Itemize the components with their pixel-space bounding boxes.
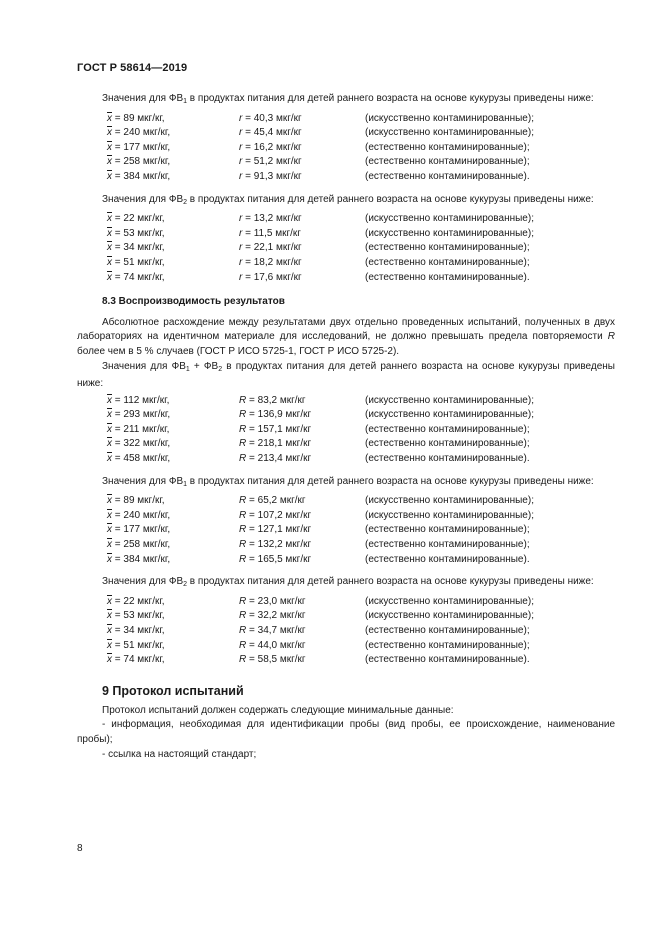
values-list bbox=[107, 595, 615, 668]
contamination-note: (искусственно контаминированные); bbox=[365, 213, 534, 225]
contamination-note: (искусственно контаминированные); bbox=[365, 409, 534, 421]
mean-value: $\overline{x} = 211$ мкг/кг, bbox=[107, 423, 170, 435]
contamination-note: (естественно контаминированные); bbox=[365, 242, 530, 254]
mean-value: $\overline{x} = 74$ мкг/кг, bbox=[107, 654, 165, 666]
mean-symbol: $\overline{x}$ bbox=[107, 625, 112, 636]
contamination-note: (естественно контаминированные); bbox=[365, 539, 530, 551]
mean-value: $\overline{x} = 53$ мкг/кг, bbox=[107, 610, 165, 622]
limit-value: r = 11,5 мкг/кг bbox=[239, 227, 301, 239]
value-row bbox=[107, 452, 615, 467]
contamination-note: (естественно контаминированные); bbox=[365, 156, 530, 168]
mean-value: $\overline{x} = 384$ мкг/кг, bbox=[107, 553, 171, 565]
repeatability-block-fb1 bbox=[77, 92, 615, 185]
mean-symbol: $\overline{x}$ bbox=[107, 423, 112, 435]
repeatability-block-fb2 bbox=[77, 193, 615, 286]
page-number: 8 bbox=[77, 843, 83, 854]
value-row bbox=[107, 538, 615, 553]
limit-value: r = 17,6 мкг/кг bbox=[239, 271, 302, 283]
mean-symbol: $\overline{x}$ bbox=[107, 639, 112, 651]
block-intro: Значения для $ФВ_2$ в продуктах питания для детей раннего возраста на основе кукурузы приведены ниже: bbox=[102, 193, 594, 206]
limit-value: r = 22,1 мкг/кг bbox=[239, 242, 302, 254]
values-list bbox=[107, 494, 615, 567]
limit-value: R = 65,2 мкг/кг bbox=[239, 495, 306, 507]
mean-value: $\overline{x} = 240$ мкг/кг, bbox=[107, 127, 171, 139]
limit-value: r = 16,2 мкг/кг bbox=[239, 141, 302, 153]
mean-value: $\overline{x} = 258$ мкг/кг, bbox=[107, 539, 171, 551]
mean-value: $\overline{x} = 112$ мкг/кг, bbox=[107, 394, 170, 406]
section-9-item: - информация, необходимая для идентификации пробы (вид пробы, ее происхождение, наименование пробы); bbox=[77, 719, 615, 745]
contamination-note: (естественно контаминированные); bbox=[365, 438, 530, 450]
value-row bbox=[107, 639, 615, 654]
value-row bbox=[107, 624, 615, 639]
contamination-note: (естественно контаминированные); bbox=[365, 423, 530, 435]
mean-symbol: $\overline{x}$ bbox=[107, 524, 112, 536]
value-row bbox=[107, 126, 615, 141]
reproducibility-block-fb1 bbox=[77, 475, 615, 568]
value-row bbox=[107, 141, 615, 156]
contamination-note: (естественно контаминированные). bbox=[365, 553, 530, 565]
mean-symbol: $\overline{x}$ bbox=[107, 271, 112, 283]
mean-symbol: $\overline{x}$ bbox=[107, 127, 112, 139]
contamination-note: (искусственно контаминированные); bbox=[365, 227, 534, 239]
mean-value: $\overline{x} = 22$ мкг/кг, bbox=[107, 595, 165, 607]
contamination-note: (искусственно контаминированные); bbox=[365, 509, 534, 521]
value-row bbox=[107, 112, 615, 127]
value-row bbox=[107, 609, 615, 624]
contamination-note: (искусственно контаминированные); bbox=[365, 495, 534, 507]
mean-symbol: $\overline{x}$ bbox=[107, 256, 112, 268]
limit-value: R = 34,7 мкг/кг bbox=[239, 625, 306, 636]
limit-value: R = 165,5 мкг/кг bbox=[239, 553, 312, 565]
mean-symbol: $\overline{x}$ bbox=[107, 141, 112, 153]
mean-symbol: $\overline{x}$ bbox=[107, 495, 112, 507]
contamination-note: (естественно контаминированные). bbox=[365, 654, 530, 666]
mean-value: $\overline{x} = 258$ мкг/кг, bbox=[107, 156, 171, 168]
contamination-note: (естественно контаминированные); bbox=[365, 256, 530, 268]
value-row bbox=[107, 423, 615, 438]
block-intro: Значения для $ФВ_2$ в продуктах питания для детей раннего возраста на основе кукурузы приведены ниже: bbox=[102, 576, 594, 589]
limit-value: R = 218,1 мкг/кг bbox=[239, 438, 312, 450]
mean-value: $\overline{x} = 34$ мкг/кг, bbox=[107, 242, 165, 254]
limit-value: r = 18,2 мкг/кг bbox=[239, 256, 302, 268]
mean-value: $\overline{x} = 51$ мкг/кг, bbox=[107, 639, 165, 651]
limit-value: R = 58,5 мкг/кг bbox=[239, 654, 306, 666]
mean-symbol: $\overline{x}$ bbox=[107, 394, 112, 406]
contamination-note: (искусственно контаминированные); bbox=[365, 610, 534, 622]
limit-value: R = 23,0 мкг/кг bbox=[239, 595, 306, 607]
block-intro: Значения для $ФВ_1 + ФВ_2$ в продуктах питания для детей раннего возраста на основе кукурузы приведены ниже: bbox=[77, 360, 615, 390]
section-9-title: 9 Протокол испытаний bbox=[102, 683, 244, 698]
value-row bbox=[107, 494, 615, 509]
section-9-intro: Протокол испытаний должен содержать следующие минимальные данные: bbox=[102, 704, 454, 716]
contamination-note: (естественно контаминированные). bbox=[365, 453, 530, 465]
value-row bbox=[107, 227, 615, 242]
mean-symbol: $\overline{x}$ bbox=[107, 409, 112, 421]
mean-value: $\overline{x} = 53$ мкг/кг, bbox=[107, 227, 165, 239]
limit-value: r = 51,2 мкг/кг bbox=[239, 156, 302, 168]
mean-value: $\overline{x} = 322$ мкг/кг, bbox=[107, 438, 171, 450]
mean-symbol: $\overline{x}$ bbox=[107, 227, 112, 239]
limit-value: R = 83,2 мкг/кг bbox=[239, 394, 306, 406]
value-row bbox=[107, 271, 615, 286]
mean-symbol: $\overline{x}$ bbox=[107, 509, 112, 521]
mean-symbol: $\overline{x}$ bbox=[107, 112, 112, 124]
limit-value: R = 136,9 мкг/кг bbox=[239, 409, 312, 421]
mean-symbol: $\overline{x}$ bbox=[107, 539, 112, 551]
value-row bbox=[107, 256, 615, 271]
value-row bbox=[107, 408, 615, 423]
mean-value: $\overline{x} = 51$ мкг/кг, bbox=[107, 256, 165, 268]
contamination-note: (естественно контаминированные); bbox=[365, 141, 530, 153]
limit-value: R = 32,2 мкг/кг bbox=[239, 610, 306, 622]
contamination-note: (искусственно контаминированные); bbox=[365, 394, 534, 406]
mean-symbol: $\overline{x}$ bbox=[107, 453, 112, 465]
contamination-note: (искусственно контаминированные); bbox=[365, 112, 534, 124]
mean-value: $\overline{x} = 89$ мкг/кг, bbox=[107, 112, 165, 124]
limit-value: R = 44,0 мкг/кг bbox=[239, 639, 306, 651]
value-row bbox=[107, 212, 615, 227]
mean-value: $\overline{x} = 458$ мкг/кг, bbox=[107, 453, 171, 465]
mean-symbol: $\overline{x}$ bbox=[107, 438, 112, 450]
value-row bbox=[107, 509, 615, 524]
value-row bbox=[107, 523, 615, 538]
limit-value: R = 132,2 мкг/кг bbox=[239, 539, 312, 551]
mean-symbol: $\overline{x}$ bbox=[107, 170, 112, 182]
limit-value: R = 107,2 мкг/кг bbox=[239, 509, 312, 521]
mean-symbol: $\overline{x}$ bbox=[107, 595, 112, 607]
reproducibility-block-fb2 bbox=[77, 575, 615, 668]
document-body bbox=[77, 92, 615, 762]
contamination-note: (искусственно контаминированные); bbox=[365, 595, 534, 607]
section-8-3-title: 8.3 Воспроизводимость результатов bbox=[102, 296, 285, 308]
limit-value: r = 13,2 мкг/кг bbox=[239, 213, 302, 225]
document-header: ГОСТ Р 58614—2019 bbox=[77, 62, 188, 74]
value-row bbox=[107, 241, 615, 256]
reproducibility-block-fb1-fb2 bbox=[77, 360, 615, 467]
limit-value: R = 157,1 мкг/кг bbox=[239, 423, 312, 435]
contamination-note: (естественно контаминированные); bbox=[365, 524, 530, 536]
limit-value: r = 40,3 мкг/кг bbox=[239, 112, 302, 124]
values-list bbox=[107, 112, 615, 185]
limit-value: R = 127,1 мкг/кг bbox=[239, 524, 312, 536]
mean-symbol: $\overline{x}$ bbox=[107, 654, 112, 666]
value-row bbox=[107, 437, 615, 452]
values-list bbox=[107, 394, 615, 467]
value-row bbox=[107, 595, 615, 610]
value-row bbox=[107, 653, 615, 668]
contamination-note: (естественно контаминированные); bbox=[365, 625, 530, 636]
mean-value: $\overline{x} = 240$ мкг/кг, bbox=[107, 509, 171, 521]
values-list bbox=[107, 212, 615, 285]
mean-value: $\overline{x} = 34$ мкг/кг, bbox=[107, 625, 165, 636]
limit-value: R = 213,4 мкг/кг bbox=[239, 453, 312, 465]
contamination-note: (естественно контаминированные); bbox=[365, 639, 530, 651]
mean-value: $\overline{x} = 22$ мкг/кг, bbox=[107, 213, 165, 225]
block-intro: Значения для $ФВ_1$ в продуктах питания для детей раннего возраста на основе кукурузы приведены ниже: bbox=[102, 475, 594, 488]
section-9-item: - ссылка на настоящий стандарт; bbox=[102, 748, 257, 760]
limit-value: r = 91,3 мкг/кг bbox=[239, 170, 302, 182]
value-row bbox=[107, 553, 615, 568]
contamination-note: (естественно контаминированные). bbox=[365, 271, 530, 283]
limit-value: r = 45,4 мкг/кг bbox=[239, 127, 302, 139]
mean-value: $\overline{x} = 293$ мкг/кг, bbox=[107, 409, 171, 421]
value-row bbox=[107, 394, 615, 409]
contamination-note: (естественно контаминированные). bbox=[365, 170, 530, 182]
section-8-3-paragraph: Абсолютное расхождение между результатами двух отдельно проведенных испытаний, полученных в двух лабораториях на идентичном материале для исследований, не должно превышать предела повторяемости R более чем в 5 % случаев (ГОСТ Р ИСО 5725-1, ГОСТ Р ИСО 5725-2). bbox=[77, 316, 615, 357]
mean-symbol: $\overline{x}$ bbox=[107, 553, 112, 565]
value-row bbox=[107, 155, 615, 170]
mean-symbol: $\overline{x}$ bbox=[107, 610, 112, 622]
mean-symbol: $\overline{x}$ bbox=[107, 242, 112, 254]
mean-symbol: $\overline{x}$ bbox=[107, 213, 112, 225]
mean-symbol: $\overline{x}$ bbox=[107, 156, 112, 168]
mean-value: $\overline{x} = 89$ мкг/кг, bbox=[107, 495, 165, 507]
mean-value: $\overline{x} = 74$ мкг/кг, bbox=[107, 271, 165, 283]
mean-value: $\overline{x} = 177$ мкг/кг, bbox=[107, 141, 171, 153]
mean-value: $\overline{x} = 177$ мкг/кг, bbox=[107, 524, 171, 536]
block-intro: Значения для $ФВ_1$ в продуктах питания для детей раннего возраста на основе кукурузы приведены ниже: bbox=[102, 93, 594, 105]
value-row bbox=[107, 170, 615, 185]
mean-value: $\overline{x} = 384$ мкг/кг, bbox=[107, 170, 171, 182]
contamination-note: (искусственно контаминированные); bbox=[365, 127, 534, 139]
